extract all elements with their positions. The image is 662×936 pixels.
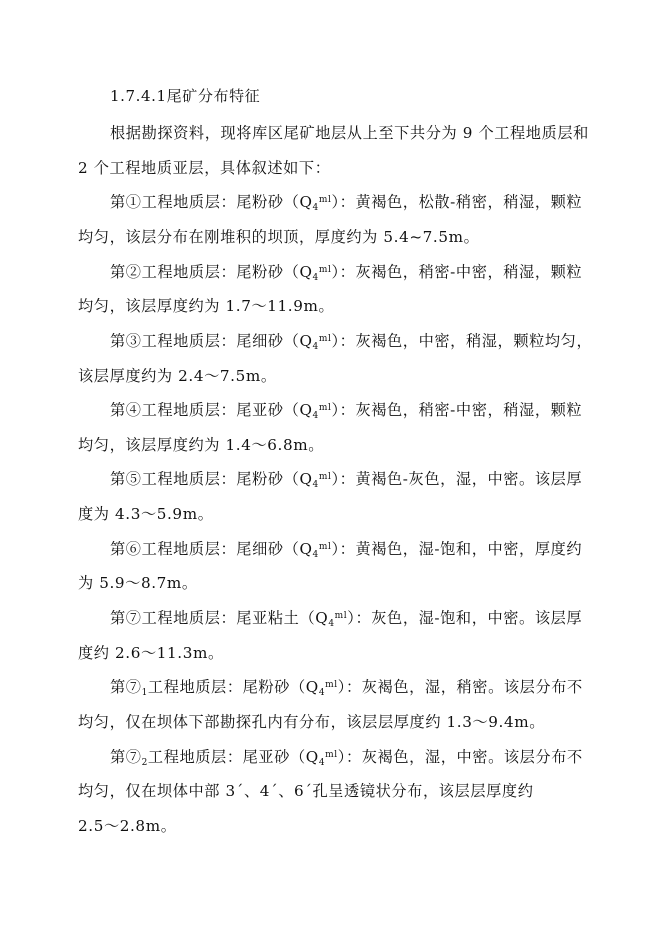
layer-tail: ）：黄褐色-灰色，湿，中密。该层厚	[331, 470, 583, 488]
layer-2-line-2: 均匀，该层厚度约为 1.7～11.9m。	[78, 297, 335, 315]
layer-tail: ）：灰褐色，湿，中密。该层分布不	[337, 748, 583, 766]
layer-1-line-2: 均匀，该层分布在刚堆积的坝顶，厚度约为 5.4~7.5m。	[78, 228, 480, 246]
layer-3-line-2: 该层厚度约为 2.4～7.5m。	[78, 367, 277, 385]
layer-tail: ）：黄褐色，湿-饱和，中密，厚度约	[331, 540, 583, 558]
formula-sub: 4	[312, 273, 319, 283]
formula-symbol	[299, 470, 331, 488]
layer-2-line-1	[110, 262, 582, 282]
sublayer-7-2-line-1	[110, 747, 583, 767]
formula-sup: ml	[318, 472, 332, 482]
layer-head: 第⑤工程地质层：尾粉砂（	[110, 470, 300, 488]
formula-base: Q	[299, 401, 313, 419]
formula-symbol	[299, 263, 331, 281]
layer-7-line-1	[110, 608, 582, 628]
layer-head: 第②工程地质层：尾粉砂（	[110, 263, 300, 281]
formula-sup: ml	[318, 403, 332, 413]
layer-3-line-1	[110, 331, 592, 351]
layer-4-line-1	[110, 400, 582, 420]
layer-head: 第⑥工程地质层：尾细砂（	[110, 540, 300, 558]
layer-head: 第①工程地质层：尾粉砂（	[110, 193, 300, 211]
formula-base: Q	[305, 748, 319, 766]
formula-sub: 4	[328, 619, 335, 629]
layer-tail: ）：灰色，湿-饱和，中密。该层厚	[347, 609, 583, 627]
layer-5-line-1	[110, 469, 582, 489]
sublayer-index: 2	[141, 758, 148, 768]
layer-4-line-2: 均匀，该层厚度约为 1.4～6.8m。	[78, 436, 324, 454]
formula-base: Q	[305, 678, 319, 696]
sublayer-7-2-line-2: 均匀，仅在坝体中部 3ˊ、4ˊ、6ˊ孔呈透镜状分布，该层层厚度约	[78, 782, 534, 800]
formula-sup: ml	[325, 680, 338, 690]
formula-sub: 4	[318, 688, 326, 698]
formula-sup: ml	[318, 265, 332, 275]
formula-base: Q	[315, 609, 329, 627]
formula-sup: ml	[334, 611, 348, 621]
layer-head: 第③工程地质层：尾细砂（	[110, 332, 300, 350]
layer-head: 第⑦工程地质层：尾亚粘土（	[110, 609, 316, 627]
layer-tail: ）：灰褐色，中密，稍湿，颗粒均匀，	[331, 332, 593, 350]
layer-tail: ）：灰褐色，稍密-中密，稍湿，颗粒	[331, 401, 583, 419]
section-heading: 1.7.4.1尾矿分布特征	[110, 87, 261, 105]
layer-5-line-2: 度为 4.3～5.9m。	[78, 505, 214, 523]
formula-sub: 4	[312, 550, 319, 560]
layer-head: 工程地质层：尾亚砂（	[147, 748, 306, 766]
layer-6-line-2: 为 5.9～8.7m。	[78, 574, 198, 592]
formula-symbol	[306, 748, 338, 766]
formula-sub: 4	[312, 342, 319, 352]
layer-6-line-1	[110, 539, 582, 559]
formula-base: Q	[299, 263, 313, 281]
layer-1-line-1	[110, 192, 582, 212]
formula-sub: 4	[312, 203, 319, 213]
formula-base: Q	[299, 470, 313, 488]
formula-symbol	[299, 540, 331, 558]
formula-sup: ml	[318, 542, 332, 552]
formula-base: Q	[299, 540, 313, 558]
sublayer-prefix: 第⑦	[110, 678, 142, 696]
sublayer-prefix: 第⑦	[110, 748, 142, 766]
formula-sup: ml	[325, 750, 338, 760]
layer-tail: ）：灰褐色，湿，稍密。该层分布不	[337, 678, 583, 696]
sublayer-7-2-line-3: 2.5～2.8m。	[78, 817, 177, 835]
formula-sub: 4	[318, 758, 326, 768]
intro-line-2: 2 个工程地质亚层，具体叙述如下：	[78, 159, 331, 177]
formula-sub: 4	[312, 411, 319, 421]
formula-sup: ml	[318, 195, 332, 205]
formula-base: Q	[299, 332, 313, 350]
formula-sub: 4	[312, 480, 319, 490]
formula-symbol	[315, 609, 347, 627]
intro-line-1: 根据勘探资料，现将库区尾矿地层从上至下共分为 9 个工程地质层和	[110, 124, 589, 142]
formula-symbol	[299, 401, 331, 419]
formula-symbol	[299, 193, 331, 211]
sublayer-7-1-line-1	[110, 677, 583, 697]
sublayer-7-1-line-2: 均匀，仅在坝体下部勘探孔内有分布，该层层厚度约 1.3～9.4m。	[78, 713, 546, 731]
layer-tail: ）：灰褐色，稍密-中密，稍湿，颗粒	[331, 263, 583, 281]
layer-head: 工程地质层：尾粉砂（	[147, 678, 306, 696]
layer-tail: ）：黄褐色，松散-稍密，稍湿，颗粒	[331, 193, 583, 211]
layer-7-line-2: 度约 2.6～11.3m。	[78, 644, 224, 662]
layer-head: 第④工程地质层：尾亚砂（	[110, 401, 300, 419]
formula-symbol	[306, 678, 338, 696]
sublayer-index: 1	[141, 688, 148, 698]
formula-sup: ml	[318, 334, 332, 344]
formula-symbol	[299, 332, 331, 350]
formula-base: Q	[299, 193, 313, 211]
